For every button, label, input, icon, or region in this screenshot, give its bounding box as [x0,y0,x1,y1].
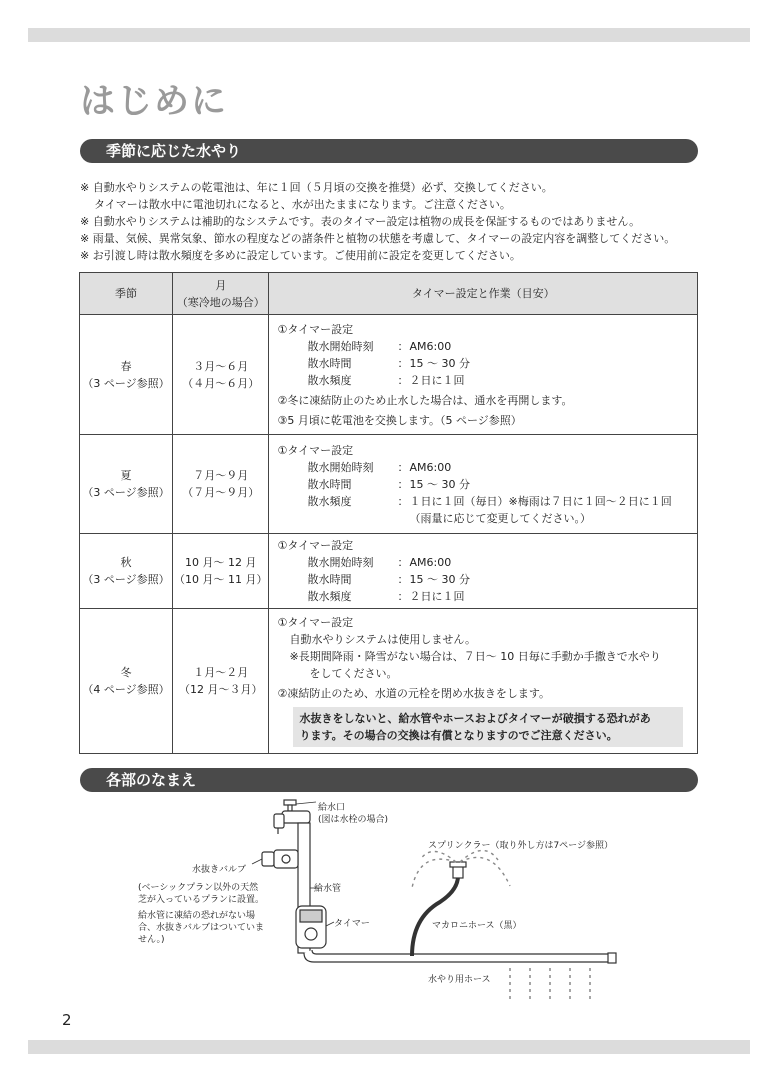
season-ref: （4 ページ参照） [82,683,170,696]
frequency-label: 散水頻度 [307,373,352,387]
season-name: 夏 [120,469,132,482]
start-value: AM6:00 [409,460,452,474]
colon: ： [397,494,409,508]
page-number: 2 [62,1011,72,1029]
drain-note-line: (ベーシックプラン以外の天然 [138,883,259,893]
frequency-label: 散水頻度 [307,590,352,603]
duration-label: 散水時間 [307,573,352,586]
frequency-value: １日に１回（毎日）※梅雨は７日に１回～２日に１回 [409,494,672,508]
section-header-part-names: 各部のなまえ [80,768,698,792]
start-time-row [277,459,691,476]
table-row-autumn [80,534,698,609]
month-cell [173,435,269,534]
work-cell [269,315,698,435]
notes-list [80,179,720,264]
rain-note: ※長期間降雨・降雪がない場合は、７日～ 10 日毎に手動か手撒きで水やり [289,649,661,663]
table-row-summer [80,435,698,534]
start-label: 散水開始時刻 [307,556,374,569]
frequency-note: （雨量に応じて変更してください。） [409,511,591,525]
note-item: ※ 雨量、気候、異常気象、節水の程度などの諸条件と植物の状態を考慮して、タイマーの設定内容を調整してください。 [80,232,676,245]
bottom-band [28,1040,750,1054]
duration-label: 散水時間 [307,477,352,491]
header-work: タイマー設定と作業（目安） [269,273,698,315]
water-drops [510,968,590,1000]
colon: ： [397,556,409,569]
label-drain-valve: 水抜きバルブ [192,865,247,875]
top-band [28,28,750,42]
start-label: 散水開始時刻 [307,339,374,353]
season-ref: （3 ページ参照） [82,573,170,586]
season-name: 秋 [120,556,132,569]
page-title: はじめに [80,82,229,122]
month-range-cold: （12 月～３月） [178,683,263,696]
month-range-cold: （10 月～ 11 月） [174,573,268,586]
warning-box [293,707,683,747]
no-use-text: 自動水やりシステムは使用しません。 [289,632,477,646]
work-cell [269,435,698,534]
work-cell [269,609,698,754]
month-cell [173,534,269,609]
note-item: ※ 自動水やりシステムは補助的なシステムです。表のタイマー設定は植物の成長を保証するものではありません。 [80,215,641,228]
table-row-spring [80,315,698,435]
month-range: 10 月～ 12 月 [185,556,257,569]
label-supply-port: 給水口 [318,803,346,813]
table-header-row [80,273,698,315]
duration-value: 15 ～ 30 分 [409,573,470,586]
season-cell [80,435,173,534]
frequency-label: 散水頻度 [307,494,352,508]
note-item: ※ 自動水やりシステムの乾電池は、年に１回（５月頃の交換を推奨）必ず、交換してください。 [80,181,553,194]
timer-setting-label: ①タイマー設定 [277,615,354,629]
rain-note-cont: をしてください。 [309,666,398,680]
work-note: ②凍結防止のため、水道の元栓を閉め水抜きをします。 [277,686,551,700]
label-macaroni-hose: マカロニホース（黒） [432,921,522,931]
colon: ： [397,356,409,370]
month-range-cold: （７月～９月） [182,486,260,499]
drain-valve-icon [262,850,298,868]
season-name: 春 [120,359,132,373]
frequency-value: ２日に１回 [409,373,465,387]
duration-value: 15 ～ 30 分 [409,477,470,491]
work-note: ③5 月頃に乾電池を交換します。（5 ページ参照） [277,413,522,427]
season-name: 冬 [120,666,132,679]
timer-icon [296,906,326,948]
header-month [173,273,269,315]
table-row-winter [80,609,698,754]
note-item: ※ お引渡し時は散水頻度を多めに設定しています。ご使用前に設定を変更してください。 [80,249,521,262]
macaroni-hose [412,876,458,956]
colon: ： [397,373,409,387]
frequency-row [277,372,691,389]
drain-note-line: 給水管に凍結の恐れがない場 [138,911,256,921]
timer-setting-label: ①タイマー設定 [277,443,354,457]
duration-value: 15 ～ 30 分 [409,356,470,370]
label-watering-hose: 水やり用ホース [428,975,491,985]
month-range: ３月～６月 [193,359,249,373]
duration-row [277,571,691,588]
month-cell [173,609,269,754]
colon: ： [397,477,409,491]
month-range: １月～２月 [193,666,249,679]
warning-text: 水抜きをしないと、給水管やホースおよびタイマーが破損する恐れがあ [299,711,651,725]
month-range-cold: （４月～６月） [182,376,260,390]
season-ref: （3 ページ参照） [82,486,170,499]
section-header-seasonal-watering: 季節に応じた水やり [80,139,698,163]
start-time-row [277,338,691,355]
header-month-line1: 月 [215,278,227,292]
colon: ： [397,460,409,474]
start-time-row [277,554,691,571]
start-value: AM6:00 [409,339,452,353]
colon: ： [397,339,409,353]
timer-setting-label: ①タイマー設定 [277,539,354,552]
label-timer: タイマー [334,919,370,929]
frequency-row [277,493,691,510]
start-value: AM6:00 [409,556,452,569]
season-cell [80,609,173,754]
watering-hose [304,950,616,963]
drain-note-line: 芝が入っているプランに設置。 [138,895,265,905]
frequency-value: ２日に１回 [409,590,465,603]
colon: ： [397,590,409,603]
label-supply-pipe: 給水管 [314,884,342,894]
work-cell [269,534,698,609]
duration-row [277,476,691,493]
season-ref: （3 ページ参照） [82,376,170,390]
duration-row [277,355,691,372]
drain-note-line: せん。) [138,935,165,945]
month-cell [173,315,269,435]
sprinkler-icon [450,862,466,878]
header-season: 季節 [80,273,173,315]
season-cell [80,315,173,435]
season-cell [80,534,173,609]
frequency-row [277,588,691,605]
drain-note-line: 合、水抜きバルブはついていま [138,923,265,933]
start-label: 散水開始時刻 [307,460,374,474]
colon: ： [397,573,409,586]
work-note: ②冬に凍結防止のため止水した場合は、通水を再開します。 [277,393,573,407]
duration-label: 散水時間 [307,356,352,370]
warning-text: ります。その場合の交換は有償となりますのでご注意ください。 [299,728,618,742]
header-month-line2: （寒冷地の場合） [176,295,265,309]
parts-diagram [0,790,768,1020]
month-range: ７月～９月 [193,469,249,482]
note-item: タイマーは散水中に電池切れになると、水が出たままになります。ご注意ください。 [94,198,511,211]
label-sprinkler: スプリンクラー（取り外し方は7ページ参照） [428,841,614,851]
watering-schedule-table [79,272,698,754]
timer-setting-label: ①タイマー設定 [277,322,354,336]
label-supply-port-note: (図は水栓の場合) [318,815,389,825]
